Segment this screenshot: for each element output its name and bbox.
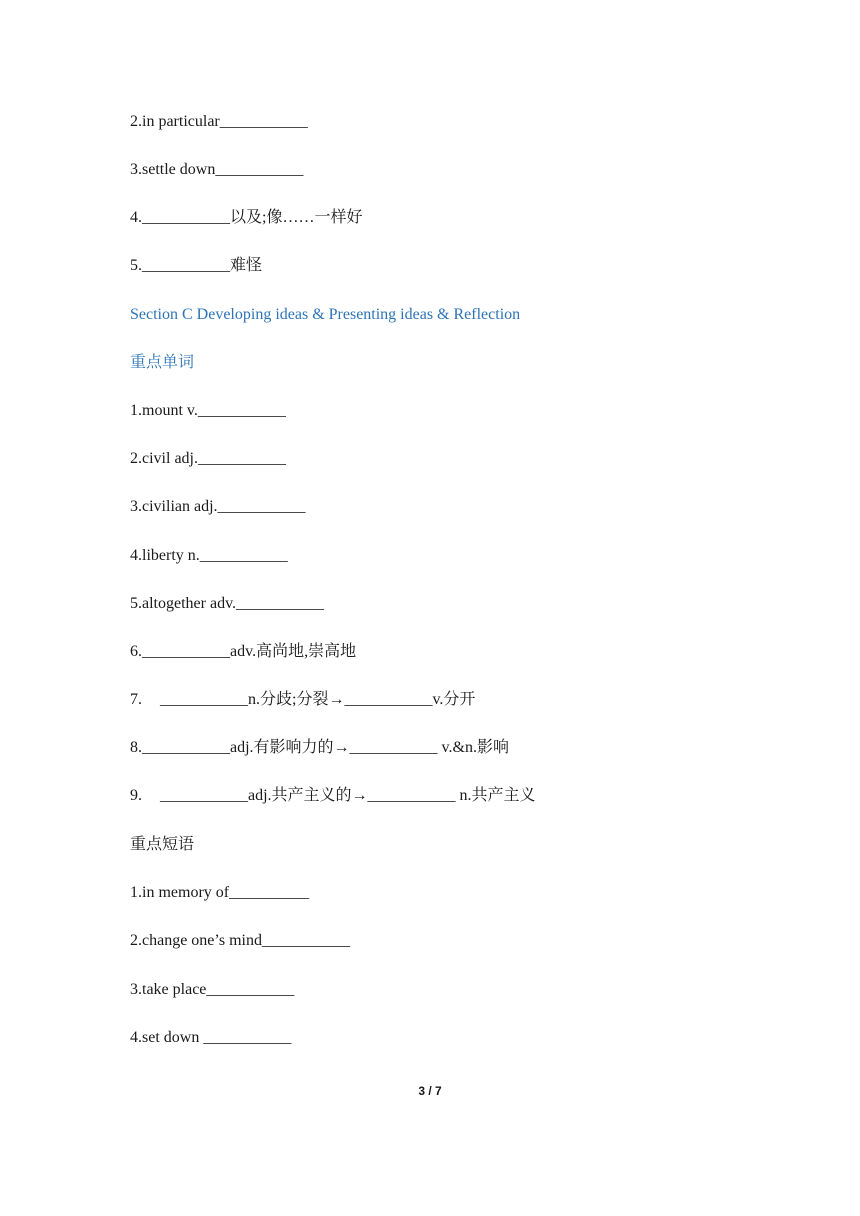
phrase-line-4: 4.___________以及;像……一样好 [130, 209, 363, 226]
vocab-num: 9. [130, 787, 142, 804]
vocab-item-5 [130, 594, 324, 614]
vocab-item-3 [130, 497, 306, 517]
vocab-item-7 [130, 690, 475, 710]
vocab-text: altogether adv.___________ [142, 595, 325, 612]
vocab-text: ___________adv.高尚地,崇高地 [142, 643, 357, 660]
vocab-item-8 [130, 738, 509, 758]
vocab-item-1 [130, 401, 286, 421]
vocab-num: 7. [130, 691, 142, 708]
phrase-item-3: 3.take place___________ [130, 981, 295, 998]
phrase-item-4: 4.set down ___________ [130, 1029, 292, 1046]
vocab-text: ___________adj.共产主义的→___________ n.共产主义 [160, 787, 536, 804]
vocab-num: 2. [130, 450, 142, 467]
vocab-text: civilian adj.___________ [142, 498, 306, 515]
vocab-text: ___________adj.有影响力的→___________ v.&n.影响 [142, 739, 509, 756]
vocab-num: 1. [130, 402, 142, 419]
phrase-line-2: 2.in particular___________ [130, 113, 308, 130]
vocab-num: 5. [130, 595, 142, 612]
phrase-heading: 重点短语 [130, 836, 195, 853]
vocab-num: 8. [130, 739, 142, 756]
vocab-text: civil adj.___________ [142, 450, 286, 467]
vocab-item-2 [130, 449, 286, 469]
vocab-item-9 [130, 786, 536, 806]
vocab-item-4 [130, 546, 288, 566]
vocab-text: liberty n.___________ [142, 547, 288, 564]
phrase-item-2: 2.change one’s mind___________ [130, 932, 350, 949]
vocab-num: 3. [130, 498, 142, 515]
page-number: 3 / 7 [418, 1084, 442, 1098]
section-title: Section C Developing ideas & Presenting ideas & Reflection [130, 306, 521, 323]
vocab-text: ___________n.分歧;分裂→___________v.分开 [160, 691, 476, 708]
vocab-item-6 [130, 642, 356, 662]
vocab-num: 6. [130, 643, 142, 660]
phrase-item-1: 1.in memory of__________ [130, 884, 310, 901]
vocab-num: 4. [130, 547, 142, 564]
phrase-line-3: 3.settle down___________ [130, 161, 304, 178]
vocab-heading: 重点单词 [130, 354, 195, 371]
vocab-text: mount v.___________ [142, 402, 286, 419]
phrase-line-5: 5.___________难怪 [130, 257, 263, 274]
